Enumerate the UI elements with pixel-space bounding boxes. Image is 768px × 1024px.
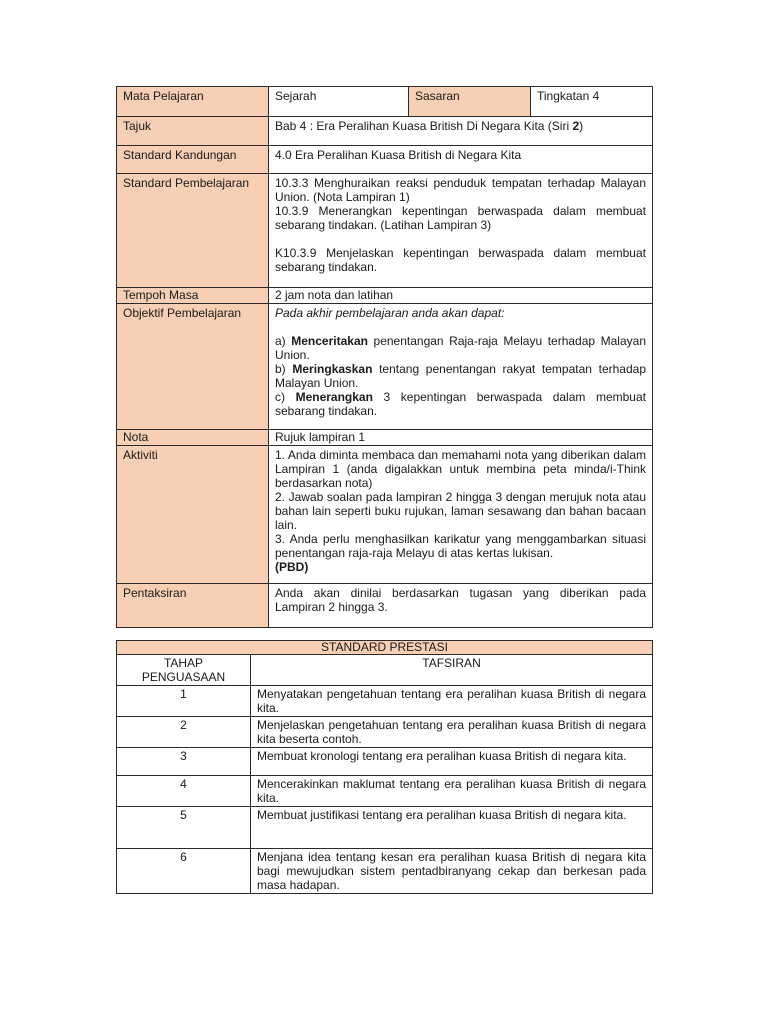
description-cell: Menjana idea tentang kesan era peralihan kuasa British di negara kita bagi mewujudkan sistem pentadbiranyang cekap dan berkesan pada masa hadapan.: [251, 849, 653, 894]
learning-standard-line-2: 10.3.9 Menerangkan kepentingan berwaspada dalam membuat sebarang tindakan. (Latihan Lampiran 3): [275, 204, 646, 232]
objective-value: [269, 304, 653, 430]
assessment-row: [117, 584, 653, 628]
table-row: [117, 748, 653, 776]
level-cell: 2: [117, 717, 251, 748]
description-cell: Membuat kronologi tentang era peralihan kuasa British di negara kita.: [251, 748, 653, 776]
objective-row: [117, 304, 653, 430]
objective-item: b) Meringkaskan tentang penentangan rakyat tempatan terhadap Malayan Union.: [275, 362, 646, 390]
activity-value: [269, 446, 653, 584]
lesson-plan-table: [116, 86, 653, 628]
learning-standard-line-1: 10.3.3 Menghuraikan reaksi penduduk tempatan terhadap Malayan Union. (Nota Lampiran 1): [275, 176, 646, 204]
prestasi-header-row: [117, 655, 653, 686]
topic-label: Tajuk: [117, 117, 269, 146]
duration-label: Tempoh Masa: [117, 288, 269, 304]
description-column-header: TAFSIRAN: [251, 655, 653, 686]
level-cell: 4: [117, 776, 251, 807]
topic-prefix: Bab 4 : Era Peralihan Kuasa British Di Negara Kita (Siri: [275, 119, 573, 133]
topic-series: 2: [572, 119, 580, 133]
learning-standard-label: Standard Pembelajaran: [117, 174, 269, 288]
table-row: [117, 717, 653, 748]
note-row: [117, 430, 653, 446]
table-row: [117, 776, 653, 807]
target-label: Sasaran: [409, 87, 531, 117]
description-cell: Menyatakan pengetahuan tentang era peralihan kuasa British di negara kita.: [251, 686, 653, 717]
objective-item: a) Menceritakan penentangan Raja-raja Melayu terhadap Malayan Union.: [275, 334, 646, 362]
activity-item: 2. Jawab soalan pada lampiran 2 hingga 3 dengan merujuk nota atau bahan lain seperti buku rujukan, laman sesawang dan bahan bacaan lain.: [275, 490, 646, 532]
activity-item: 1. Anda diminta membaca dan memahami nota yang diberikan dalam Lampiran 1 (anda digalakkan untuk membina peta minda/i-Think berdasarkan nota): [275, 448, 646, 490]
assessment-label: Pentaksiran: [117, 584, 269, 628]
objective-intro: Pada akhir pembelajaran anda akan dapat:: [275, 306, 505, 320]
subject-value: Sejarah: [269, 87, 409, 117]
content-standard-label: Standard Kandungan: [117, 146, 269, 174]
assessment-value: Anda akan dinilai berdasarkan tugasan yang diberikan pada Lampiran 2 hingga 3.: [269, 584, 653, 628]
level-cell: 3: [117, 748, 251, 776]
subject-row: [117, 87, 653, 117]
duration-value: 2 jam nota dan latihan: [269, 288, 653, 304]
duration-row: [117, 288, 653, 304]
learning-standard-line-3: K10.3.9 Menjelaskan kepentingan berwaspada dalam membuat sebarang tindakan.: [275, 246, 646, 274]
prestasi-title: STANDARD PRESTASI: [117, 641, 653, 655]
description-cell: Menjelaskan pengetahuan tentang era peralihan kuasa British di negara kita beserta contoh.: [251, 717, 653, 748]
activity-row: [117, 446, 653, 584]
description-cell: Membuat justifikasi tentang era peralihan kuasa British di negara kita.: [251, 807, 653, 849]
learning-standard-value: [269, 174, 653, 288]
note-value: Rujuk lampiran 1: [269, 430, 653, 446]
activity-item: 3. Anda perlu menghasilkan karikatur yang menggambarkan situasi penentangan raja-raja Melayu di atas kertas lukisan.: [275, 532, 646, 560]
topic-value: [269, 117, 653, 146]
table-row: [117, 849, 653, 894]
table-row: [117, 807, 653, 849]
subject-label: Mata Pelajaran: [117, 87, 269, 117]
content-standard-row: [117, 146, 653, 174]
level-cell: 6: [117, 849, 251, 894]
note-label: Nota: [117, 430, 269, 446]
topic-suffix: ): [579, 119, 584, 133]
activity-label: Aktiviti: [117, 446, 269, 584]
objective-item: c) Menerangkan 3 kepentingan berwaspada dalam membuat sebarang tindakan.: [275, 390, 646, 418]
table-row: [117, 686, 653, 717]
level-cell: 1: [117, 686, 251, 717]
topic-row: [117, 117, 653, 146]
level-column-header: TAHAP PENGUASAAN: [117, 655, 251, 686]
standard-prestasi-table: [116, 640, 653, 894]
level-cell: 5: [117, 807, 251, 849]
objective-label: Objektif Pembelajaran: [117, 304, 269, 430]
description-cell: Mencerakinkan maklumat tentang era peralihan kuasa British di negara kita.: [251, 776, 653, 807]
target-value: Tingkatan 4: [531, 87, 653, 117]
content-standard-value: 4.0 Era Peralihan Kuasa British di Negara Kita: [269, 146, 653, 174]
learning-standard-row: [117, 174, 653, 288]
activity-tag: (PBD): [275, 560, 309, 574]
prestasi-title-row: [117, 641, 653, 655]
